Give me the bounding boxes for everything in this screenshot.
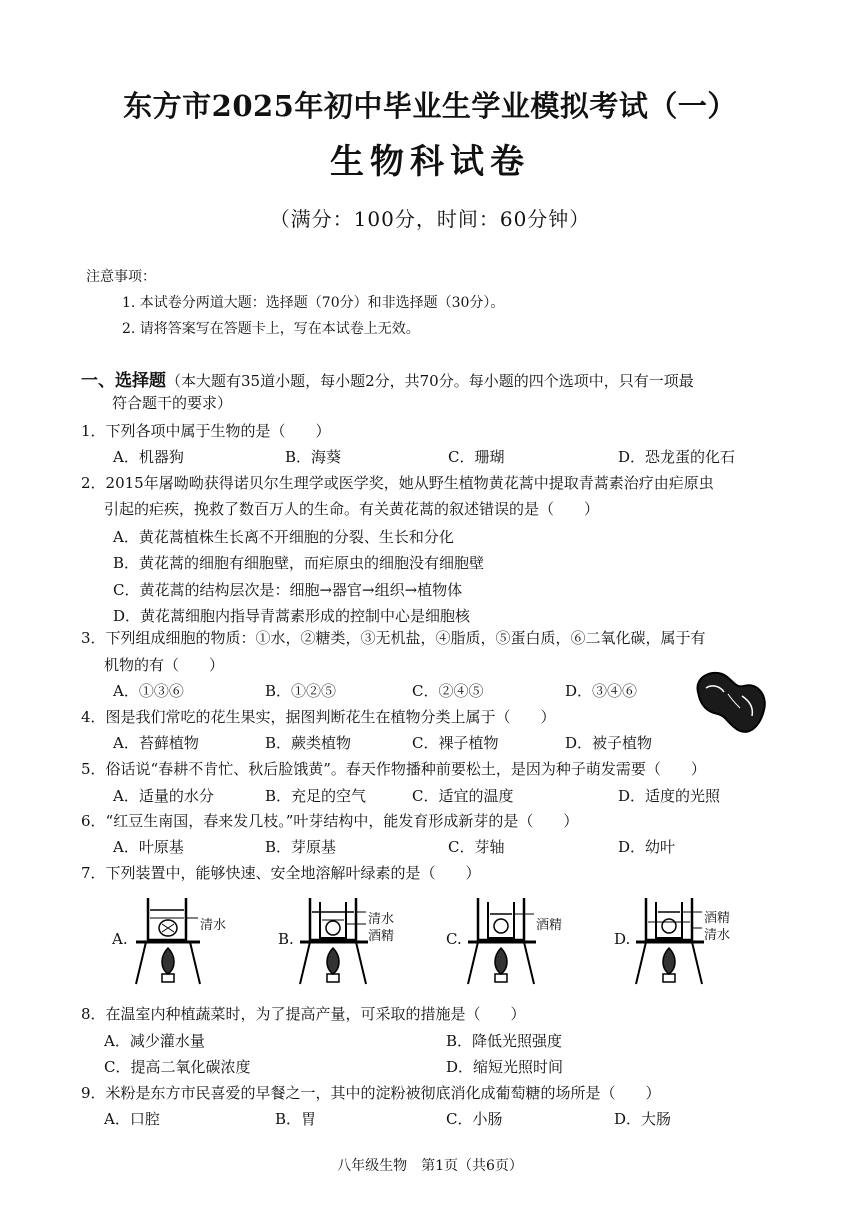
section-desc-cont: 符合题干的要求） [112, 394, 233, 412]
subject-title: 生物科试卷 [330, 142, 530, 182]
option-c: C．提高二氧化碳浓度 [104, 1058, 251, 1076]
liquid-label: 酒精 [704, 911, 731, 926]
option-a: A．机器狗 [113, 448, 184, 466]
option-b: B. [278, 930, 294, 948]
notice-heading: 注意事项： [86, 269, 156, 285]
apparatus-b-diagram [294, 888, 414, 988]
apparatus-a-diagram [128, 888, 248, 988]
option-c: C. [446, 930, 462, 948]
question-stem-cont: 机物的有（ ） [104, 656, 225, 674]
apparatus-d-diagram [630, 888, 750, 988]
option-b: B．蕨类植物 [265, 734, 352, 752]
option-d: D. [614, 930, 631, 948]
question-stem: 8．在温室内种植蔬菜时，为了提高产量，可采取的措施是（ ） [81, 1005, 526, 1023]
notice-item: 2. 请将答案写在答题卡上，写在本试卷上无效。 [122, 321, 420, 337]
question-stem: 1．下列各项中属于生物的是（ ） [81, 422, 331, 440]
option-a: A．减少灌水量 [104, 1032, 205, 1050]
question-stem-cont: 引起的疟疾，挽救了数百万人的生命。有关黄花蒿的叙述错误的是（ ） [104, 500, 600, 518]
liquid-label: 酒精 [536, 918, 563, 933]
option-a: A．适量的水分 [113, 787, 214, 805]
option-c: C．小肠 [446, 1110, 503, 1128]
notice-item: 1. 本试卷分两道大题：选择题（70分）和非选择题（30分）。 [122, 295, 505, 311]
question-stem: 4．图是我们常吃的花生果实，据图判断花生在植物分类上属于（ ） [81, 708, 556, 726]
option-a: A．口腔 [104, 1110, 160, 1128]
option-b: B．充足的空气 [265, 787, 367, 805]
liquid-label: 酒精 [368, 929, 395, 944]
option-a: A．叶原基 [113, 838, 184, 856]
option-d: D．恐龙蛋的化石 [618, 448, 736, 466]
option-c: C．黄花蒿的结构层次是：细胞→器官→组织→植物体 [113, 581, 463, 599]
question-stem: 7．下列装置中，能够快速、安全地溶解叶绿素的是（ ） [81, 864, 481, 882]
liquid-label: 清水 [368, 912, 395, 927]
exam-meta: （满分：100分，时间：60分钟） [269, 207, 591, 231]
option-c: C．适宜的温度 [412, 787, 514, 805]
section-desc: （本大题有35道小题，每小题2分，共70分。每小题的四个选项中，只有一项最 [166, 372, 694, 390]
option-c: C．②④⑤ [412, 682, 484, 700]
question-stem: 2．2015年屠呦呦获得诺贝尔生理学或医学奖，她从野生植物黄花蒿中提取青蒿素治疗由疟原虫 [81, 474, 714, 492]
option-d: D．缩短光照时间 [446, 1058, 564, 1076]
option-a: A. [112, 930, 128, 948]
option-a: A．黄花蒿植株生长离不开细胞的分裂、生长和分化 [113, 528, 454, 546]
option-d: D．大肠 [614, 1110, 672, 1128]
option-d: D．③④⑥ [565, 682, 638, 700]
page-footer: 八年级生物 第1页（共6页） [337, 1158, 523, 1174]
question-stem: 9．米粉是东方市民喜爱的早餐之一，其中的淀粉被彻底消化成葡萄糖的场所是（ ） [81, 1084, 661, 1102]
option-c: C．珊瑚 [448, 448, 505, 466]
option-c: C．裸子植物 [412, 734, 499, 752]
option-d: D．适度的光照 [618, 787, 721, 805]
option-b: B．黄花蒿的细胞有细胞壁，而疟原虫的细胞没有细胞壁 [113, 554, 485, 572]
exam-title: 东方市2025年初中毕业生学业模拟考试（一） [123, 89, 737, 123]
section-title: 一、选择题 [81, 371, 166, 391]
peanut-fruit-image [690, 664, 770, 744]
option-d: D．幼叶 [618, 838, 676, 856]
option-a: A．苔藓植物 [113, 734, 199, 752]
option-b: B．胃 [275, 1110, 317, 1128]
option-b: B．①②⑤ [265, 682, 337, 700]
question-stem: 5．俗话说“春耕不肯忙、秋后脸饿黄”。春天作物播种前要松土，是因为种子萌发需要（ ） [81, 760, 706, 778]
question-stem: 3．下列组成细胞的物质：①水，②糖类，③无机盐，④脂质，⑤蛋白质，⑥二氧化碳，属于有 [81, 629, 706, 647]
question-stem: 6．“红豆生南国，春来发几枝。”叶芽结构中，能发育形成新芽的是（ ） [81, 812, 579, 830]
liquid-label: 清水 [200, 918, 227, 933]
option-d: D．被子植物 [565, 734, 653, 752]
option-c: C．芽轴 [448, 838, 505, 856]
option-a: A．①③⑥ [113, 682, 184, 700]
option-b: B．芽原基 [265, 838, 337, 856]
option-b: B．海葵 [285, 448, 342, 466]
option-d: D．黄花蒿细胞内指导青蒿素形成的控制中心是细胞核 [113, 607, 471, 625]
apparatus-c-diagram [462, 888, 582, 988]
option-b: B．降低光照强度 [446, 1032, 563, 1050]
section-heading [81, 366, 694, 391]
liquid-label: 清水 [704, 928, 731, 943]
